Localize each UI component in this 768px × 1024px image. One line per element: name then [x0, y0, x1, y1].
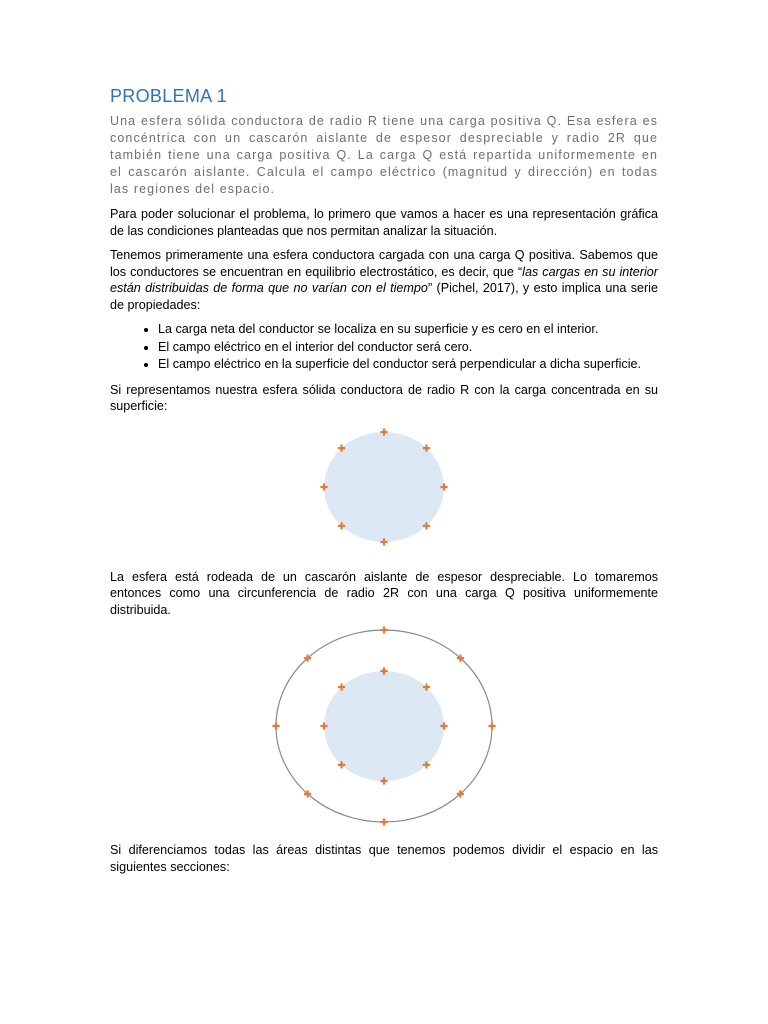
figure-charged-sphere [110, 423, 658, 563]
list-item: • El campo eléctrico en la superficie del conductor será perpendicular a dicha superficie. [158, 356, 658, 374]
paragraph-equilibrium [110, 247, 658, 313]
paragraph-sphere: Si representamos nuestra esfera sólida conductora de radio R con la carga concentrada en su superficie: [110, 382, 658, 413]
paragraph-intro: Para poder solucionar el problema, lo primero que vamos a hacer es una representación gráfica de las condiciones planteadas que nos permitan analizar la situación. [110, 207, 658, 238]
properties-list [110, 321, 658, 374]
sphere-and-shell-diagram [264, 626, 504, 832]
plus-charge-icon [380, 818, 387, 825]
paragraph-shell: La esfera está rodeada de un cascarón aislante de espesor despreciable. Lo tomaremos entonces como una circunferencia de radio 2R con una carga Q positiva uniformemente distribuida. [110, 569, 658, 617]
list-item: • El campo eléctrico en el interior del conductor será cero. [158, 339, 658, 357]
list-item: • La carga neta del conductor se localiza en su superficie y es cero en el interior. [158, 321, 658, 339]
paragraph-equilibrium-text: Tenemos primeramente una esfera conductora cargada con una carga Q positiva. Sabemos que los conductores se encuentran en equilibrio electrostático, es decir, que “ [110, 248, 658, 279]
pichel-quote: las cargas en su interior están distribuidas de forma que no varían con el tiempo [110, 264, 658, 295]
problem-title: PROBLEMA 1 [110, 86, 228, 106]
plus-charge-icon [488, 722, 495, 729]
document-content [110, 86, 658, 883]
charged-sphere-diagram [309, 423, 459, 551]
paragraph-equilibrium-citation: ” (Pichel, 2017), y esto implica una serie de propiedades: [110, 281, 658, 312]
plus-charge-icon [380, 626, 387, 633]
paragraph-sections: Si diferenciamos todas las áreas distintas que tenemos podemos dividir el espacio en las siguientes secciones: [110, 843, 658, 874]
problem-statement: Una esfera sólida conductora de radio R tiene una carga positiva Q. Esa esfera es concéntrica con un cascarón aislante de espesor despreciable y radio 2R que también tiene una carga positiva Q. La carga Q está repartida uniformemente en el cascarón aislante. Calcula el campo eléctrico (magnitud y dirección) en todas las regiones del espacio. [110, 114, 658, 196]
plus-charge-icon [272, 722, 279, 729]
figure-sphere-and-shell [110, 626, 658, 836]
